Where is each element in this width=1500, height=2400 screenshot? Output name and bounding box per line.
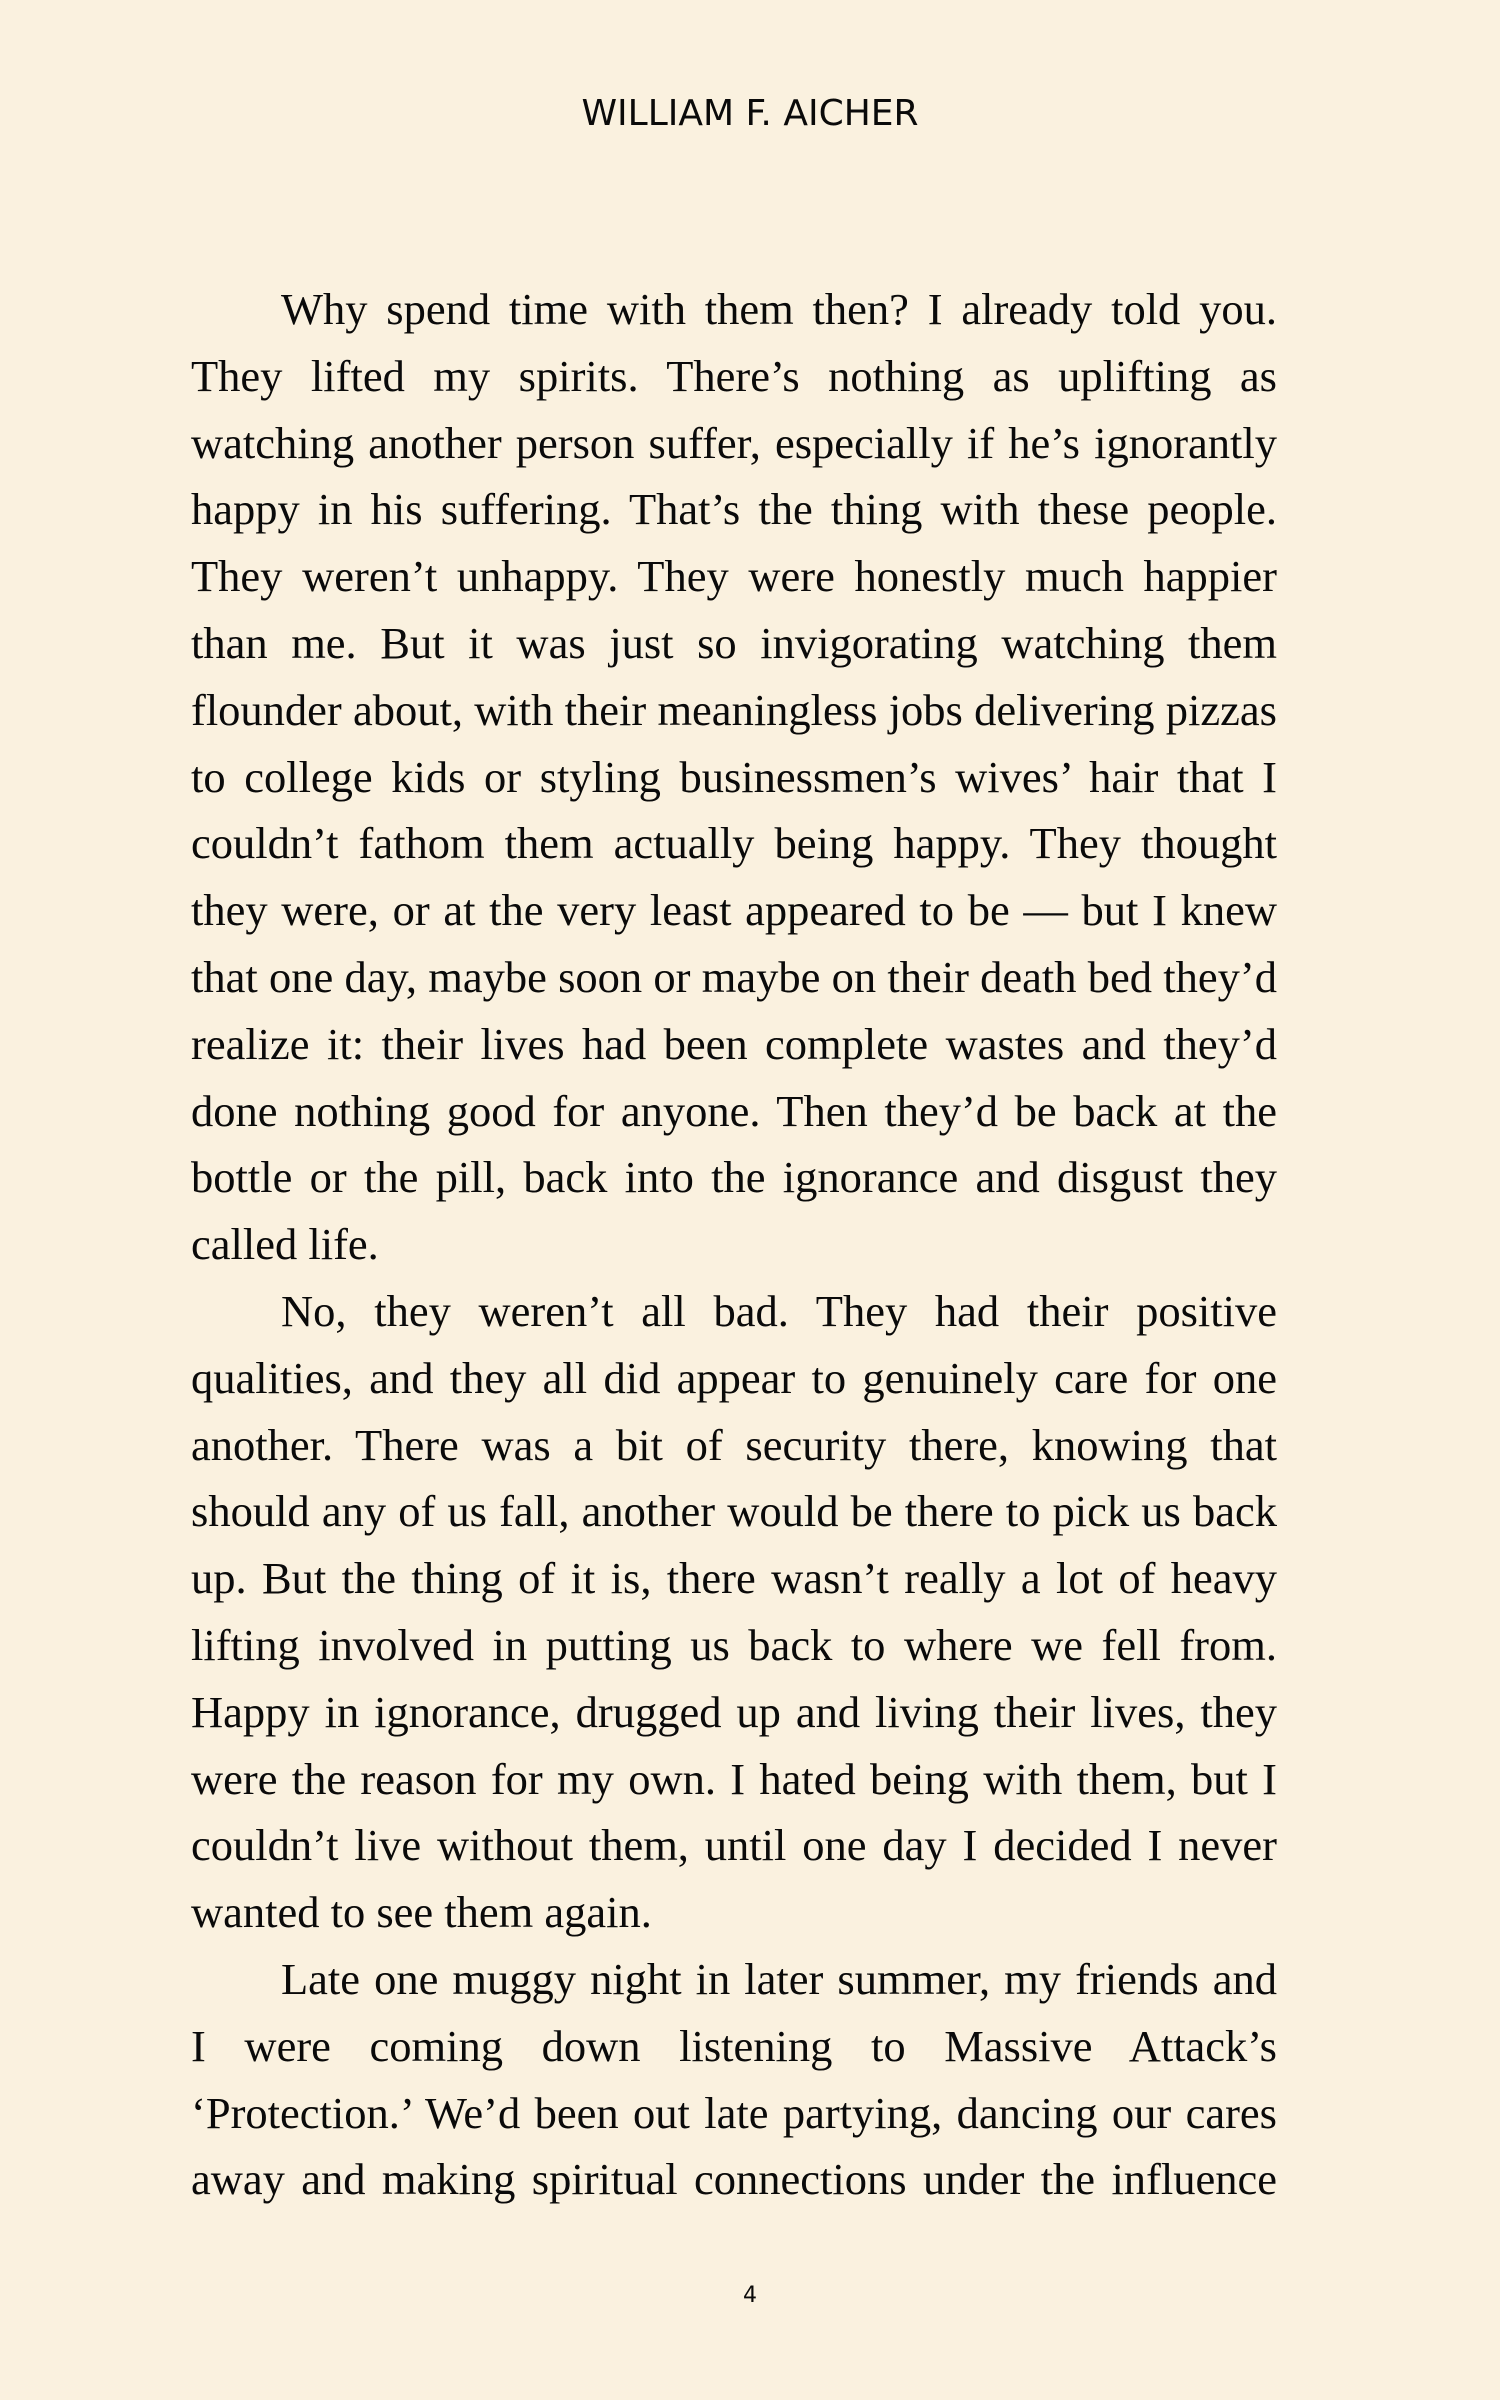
text-line: up. But the thing of it is, there wasn’t really a lot of heavy bbox=[191, 1553, 1277, 1604]
page-number: 4 bbox=[743, 2283, 757, 2308]
text-line: than me. But it was just so invigorating watching them bbox=[191, 617, 1277, 668]
text-line: They lifted my spirits. There’s nothing as uplifting as bbox=[191, 350, 1277, 401]
text-line: away and making spiritual connections under the influence bbox=[191, 2154, 1277, 2205]
text-line: another. There was a bit of security there, knowing that bbox=[191, 1419, 1277, 1470]
text-line: flounder about, with their meaningless jobs delivering pizzas bbox=[191, 684, 1277, 735]
running-head-author: WILLIAM F. AICHER bbox=[581, 93, 919, 134]
text-line: wanted to see them again. bbox=[191, 1887, 652, 1938]
paragraph-1 bbox=[191, 276, 1277, 1278]
text-line: to college kids or styling businessmen’s wives’ hair that I bbox=[191, 751, 1277, 802]
text-line: Late one muggy night in later summer, my friends and bbox=[281, 1953, 1277, 2004]
text-line: Happy in ignorance, drugged up and living their lives, they bbox=[191, 1686, 1277, 1737]
text-line: bottle or the pill, back into the ignorance and disgust they bbox=[191, 1152, 1277, 1203]
text-line: that one day, maybe soon or maybe on their death bed they’d bbox=[191, 951, 1277, 1002]
text-line: ‘Protection.’ We’d been out late partying, dancing our cares bbox=[191, 2087, 1277, 2138]
text-line: No, they weren’t all bad. They had their positive bbox=[281, 1285, 1277, 1336]
text-line: They weren’t unhappy. They were honestly much happier bbox=[191, 551, 1277, 602]
text-line: happy in his suffering. That’s the thing with these people. bbox=[191, 484, 1277, 535]
text-line: I were coming down listening to Massive Attack’s bbox=[191, 2020, 1277, 2071]
text-line: called life. bbox=[191, 1219, 379, 1270]
text-line: realize it: their lives had been complete wastes and they’d bbox=[191, 1018, 1277, 1069]
text-line: couldn’t fathom them actually being happy. They thought bbox=[191, 818, 1277, 869]
paragraph-3 bbox=[191, 1946, 1277, 2213]
text-line: done nothing good for anyone. Then they’d be back at the bbox=[191, 1085, 1277, 1136]
text-line: they were, or at the very least appeared to be — but I knew bbox=[191, 885, 1277, 936]
text-line: watching another person suffer, especially if he’s ignorantly bbox=[191, 417, 1277, 468]
text-line: were the reason for my own. I hated being with them, but I bbox=[191, 1753, 1277, 1804]
text-line: Why spend time with them then? I already told you. bbox=[281, 284, 1277, 334]
text-line: couldn’t live without them, until one day I decided I never bbox=[191, 1820, 1277, 1871]
text-line: qualities, and they all did appear to genuinely care for one bbox=[191, 1352, 1277, 1403]
body-text bbox=[191, 276, 1277, 2213]
text-line: lifting involved in putting us back to where we fell from. bbox=[191, 1619, 1277, 1670]
paragraph-2 bbox=[191, 1278, 1277, 1946]
text-line: should any of us fall, another would be there to pick us back bbox=[191, 1486, 1277, 1537]
